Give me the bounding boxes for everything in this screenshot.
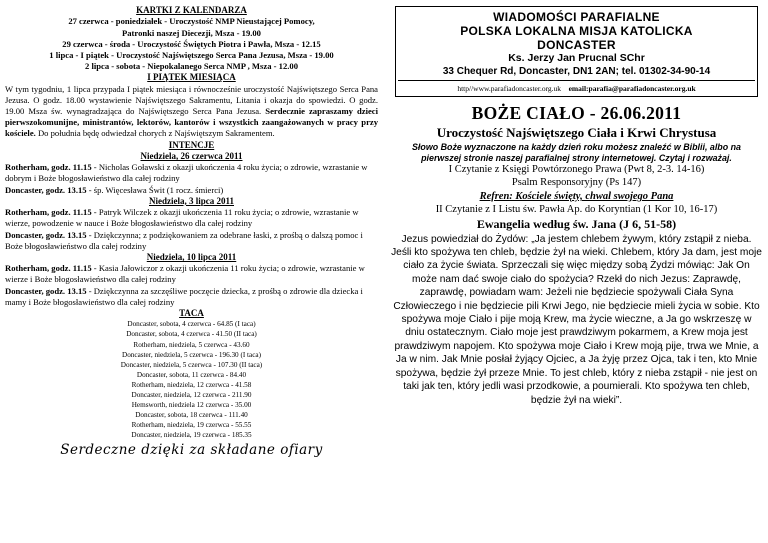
header-line-1: WIADOMOŚCI PARAFIALNE (493, 10, 660, 24)
second-reading: II Czytanie z I Listu św. Pawła Ap. do Koryntian (1 Kor 10, 16-17) (435, 204, 718, 216)
calendar-item: 29 czerwca - środa - Uroczystość Świętych Piotra i Pawła, Msza - 12.15 (62, 38, 321, 49)
intention-entry: Doncaster, godz. 13.15 - Dziękczynna za szczęśliwe poczęcie dziecka, z prośbą o zdrowie dla dziecka i mamy i Boże błogosławieństwo dla całej rodziny (5, 285, 363, 307)
intentions-day (5, 151, 378, 196)
first-friday-text (5, 84, 378, 140)
thanks-note: Serdeczne dzięki za składane ofiary (60, 442, 323, 459)
calendar-list (5, 16, 378, 72)
taca-item: Doncaster, niedziela, 5 czerwca - 196.30 (I taca) (122, 350, 261, 359)
intention-date: Niedziela, 10 lipca 2011 (146, 251, 237, 262)
taca-item: Rotherham, niedziela, 12 czerwca - 41.58 (131, 380, 252, 389)
taca-item: Doncaster, sobota, 18 czerwca - 111.40 (135, 411, 248, 420)
calendar-item: 2 lipca - sobota - Niepokalanego Serca NMP , Msza - 12.00 (85, 61, 298, 72)
intention-entry: Rotherham, godz. 11.15 - Nicholas Goławski z okazji ukończenia 4 roku życia; o zdrowie, wzrastanie w dobrym i Boże błogosławieństwo dla całej rodziny (5, 162, 368, 184)
intentions-title: INTENCJE (168, 139, 215, 150)
taca-list (5, 319, 378, 440)
taca-item: Doncaster, sobota, 4 czerwca - 41.50 (II taca) (126, 330, 257, 339)
taca-item: Doncaster, niedziela, 12 czerwca - 211.90 (131, 391, 252, 399)
first-reading: I Czytanie z Księgi Powtórzonego Prawa (Pwt 8, 2-3. 14-16) (448, 164, 705, 175)
psalm: Psalm Responsoryjny (Ps 147) (511, 177, 642, 189)
header-line-3: DONCASTER (537, 38, 616, 52)
gospel-text: Jezus powiedział do Żydów: „Ja jestem chlebem żywym, który zstąpił z nieba. Jeśli kto spożywa ten chleb, będzie żył na wieki. Chlebem, który Ja dam, jest moje ciało za życie świata. Sprzeczali się więc między sobą Żydzi mówiąc: Jak On może nam dać swoje ciało do spożycia? Rzekł do nich Jezus: Zaprawdę, zaprawdę, powiadam wam: Jeżeli nie będziecie spożywali Ciała Syna Człowieczego i nie będziecie pili Krwi Jego, nie będziecie mieli życia w sobie. Kto spożywa moje Ciało i pije moją Krew, ma życie wieczne, a Ja go wskrzeszę w dniu ostatecznym. Ciało moje jest prawdziwym pokarmem, a Krew moja jest prawdziwym napojem. Kto spożywa moje Ciało i Krew moją pije, trwa we Mnie, a Ja w nim. Jak Mnie posłał żyjący Ojciec, a Ja żyję przez Ojca, tak i ten, kto Mnie spożywa, będzie żył przeze Mnie. To jest chleb, który z nieba zstąpił - nie jest on taki jak ten, który jedli wasi przodkowie, a poumierali. Kto spożywa ten chleb, będzie żył na wieki”. (391, 233, 762, 406)
website-link[interactable]: http//www.parafiadoncaster.org.uk (457, 84, 562, 93)
taca-item: Hemsworth, niedziela 12 czerwca - 35.00 (131, 401, 252, 410)
intention-entry: Doncaster, godz. 13.15 - Dziękczynna; z podziękowaniem za odebrane łaski, z prośbą o dalszą pomoc i Boże błogosławieństwo dla całej rodziny (5, 229, 363, 251)
left-column (0, 0, 382, 458)
taca-title: TACA (179, 308, 204, 319)
email-link[interactable]: email:parafia@parafiadoncaster.org.uk (568, 84, 696, 93)
calendar-item: 1 lipca - I piątek - Uroczystość Najświętszego Serca Pana Jezusa, Msza - 19.00 (49, 49, 334, 60)
feast-title: BOŻE CIAŁO - 26.06.2011 (471, 103, 682, 123)
intention-entry: Doncaster, godz. 13.15 - śp. Więcesława Świt (1 rocz. śmierci) (5, 184, 224, 195)
calendar-title: KARTKI Z KALENDARZA (136, 5, 247, 15)
calendar-item: Patronki naszej Diecezji, Msza - 19.00 (122, 27, 261, 38)
first-friday-title: I PIĄTEK MIESIĄCA (147, 72, 236, 83)
refrain: Refren: Kościele święty, chwal swojego Pana (479, 190, 674, 202)
parish-address: 33 Chequer Rd, Doncaster, DN1 2AN; tel. 01302-34-90-14 (442, 66, 711, 77)
taca-item: Doncaster, niedziela, 19 czerwca - 185.35 (131, 431, 252, 440)
intention-entry: Rotherham, godz. 11.15 - Kasia Jałowiczor z okazji ukończenia 11 roku życia; o zdrowie, wzrastanie w wierze i Boże błogosławieństwo dla całej rodziny (5, 263, 365, 285)
first-friday-invitation: Serdecznie zapraszamy dzieci pierwszokomunijne, ministrantów, lektorów, kantorów i wszystkich zaangażowanych w pracy przy kościele. (5, 106, 378, 139)
first-friday-sick-visit: Do południa będę odwiedzał chorych z Najświętszym Sakramentem. (37, 128, 275, 139)
feast-subtitle: Uroczystość Najświętszego Ciała i Krwi Chrystusa (436, 125, 717, 140)
parish-header (395, 6, 758, 97)
header-line-2: POLSKA LOKALNA MISJA KATOLICKA (460, 24, 693, 38)
taca-item: Doncaster, sobota, 11 czerwca - 84.40 (136, 370, 247, 379)
intentions-day (5, 196, 378, 252)
taca-item: Doncaster, niedziela, 5 czerwca - 107.30 (II taca) (120, 360, 263, 369)
intentions-day (5, 252, 378, 308)
taca-item: Doncaster, sobota, 4 czerwca - 64.85 (I taca) (127, 320, 256, 329)
bible-motto: Słowo Boże wyznaczone na każdy dzień roku możesz znaleźć w Biblii, albo na pierwszej stronie naszej parafialnej strony internetowej. Czytaj i rozważaj. (412, 142, 741, 163)
calendar-item: 27 czerwca - poniedziałek - Uroczystość NMP Nieustającej Pomocy, (68, 16, 315, 27)
contact-line (398, 80, 755, 94)
priest-name: Ks. Jerzy Jan Prucnal SChr (508, 52, 645, 64)
intention-entry: Rotherham, godz. 11.15 - Patryk Wilczek z okazji ukończenia 11 roku życia; o zdrowie, wzrastanie w wierze, powodzenie w nauce i Boże błogosławieństwo dla całej rodziny (5, 207, 359, 229)
intention-date: Niedziela, 26 czerwca 2011 (140, 150, 243, 161)
taca-item: Rotherham, niedziela, 19 czerwca - 55.55 (131, 421, 252, 430)
gospel-title: Ewangelia według św. Jana (J 6, 51-58) (476, 216, 677, 231)
intention-date: Niedziela, 3 lipca 2011 (149, 195, 234, 206)
right-column (385, 0, 768, 407)
taca-item: Rotherham, niedziela, 5 czerwca - 43.60 (133, 340, 250, 349)
first-friday-intro: W tym tygodniu, 1 lipca przypada I piątek miesiąca i równocześnie uroczystość Najświętszego Serca Pana Jezusa. O godz. 18.00 wystawienie Najświętszego Sakramentu, Litania i okazja do spowiedzi. O godz. 19.00 Msza św. wynagradzająca do Najświętszego Serca Pana Jezusa. (5, 83, 378, 117)
